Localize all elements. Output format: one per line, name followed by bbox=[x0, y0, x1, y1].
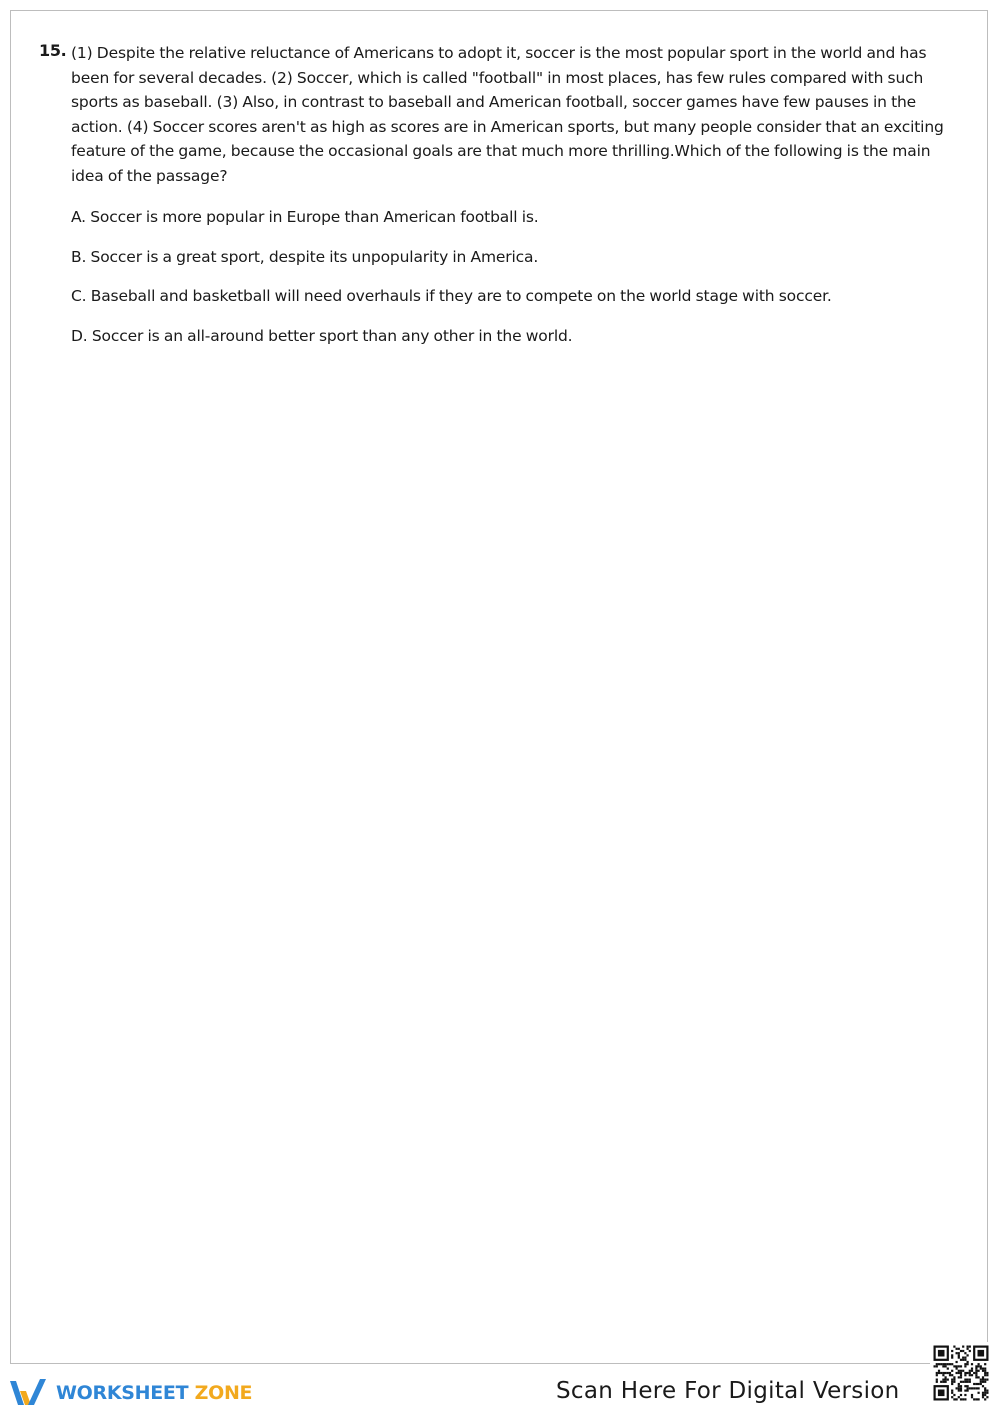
worksheet-frame bbox=[10, 10, 988, 1364]
question-text: (1) Despite the relative reluctance of Americans to adopt it, soccer is the most popular sport in the world and has been for several decades. (2) Soccer, which is called "football" in most places, has few rules compared with such sports as baseball. (3) Also, in contrast to baseball and American football, soccer games have few pauses in the action. (4) Soccer scores aren't as high as scores are in American sports, but many people consider that an exciting feature of the game, because the occasional goals are that much more thrilling.Which of the following is the main idea of the passage? bbox=[71, 44, 944, 185]
option-c[interactable]: C. Baseball and basketball will need overhauls if they are to compete on the world stage with soccer. bbox=[71, 287, 832, 305]
option-a[interactable]: A. Soccer is more popular in Europe than American football is. bbox=[71, 208, 539, 226]
option-d[interactable]: D. Soccer is an all-around better sport than any other in the world. bbox=[71, 326, 573, 345]
question-number: 15. bbox=[39, 41, 67, 60]
option-b[interactable]: B. Soccer is a great sport, despite its unpopularity in America. bbox=[71, 247, 539, 266]
logo-text bbox=[56, 1382, 252, 1404]
scan-label: Scan Here For Digital Version bbox=[556, 1378, 900, 1404]
qr-code-icon[interactable] bbox=[930, 1342, 992, 1404]
answer-options bbox=[71, 205, 971, 363]
page-footer bbox=[0, 1364, 1000, 1414]
logo-text-worksheet: WORKSHEET bbox=[56, 1382, 189, 1404]
logo-text-zone: ZONE bbox=[194, 1382, 253, 1404]
worksheetzone-logo-icon bbox=[8, 1377, 50, 1409]
worksheetzone-logo[interactable] bbox=[8, 1376, 252, 1410]
